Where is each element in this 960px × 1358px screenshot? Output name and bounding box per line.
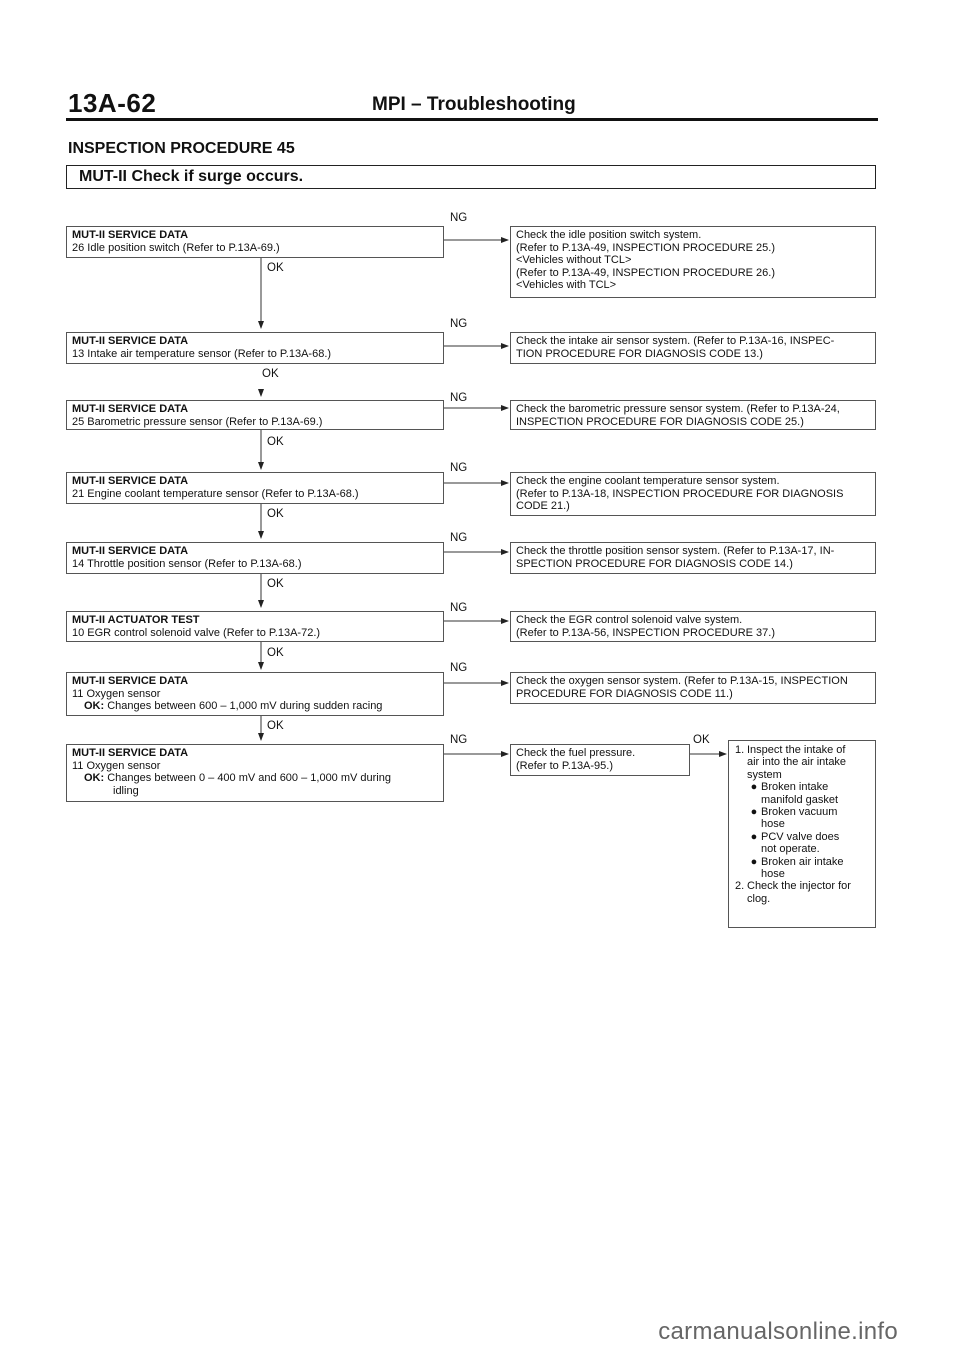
- step-5-ng-label: NG: [450, 532, 468, 544]
- step-1-line: 26 Idle position switch (Refer to P.13A-69.): [72, 241, 280, 254]
- remedy-line: (Refer to P.13A-49, INSPECTION PROCEDURE 26.): [516, 266, 775, 279]
- bullet-line: PCV valve does: [761, 830, 840, 843]
- step-1-remedy: [510, 226, 876, 298]
- step-8-box: [66, 744, 444, 802]
- step-6-title: MUT-II ACTUATOR TEST: [72, 614, 200, 626]
- remedy-line: Check the EGR control solenoid valve system.: [516, 614, 743, 626]
- fuel-pressure-box: [510, 744, 690, 776]
- fuel-ok-label: OK: [693, 734, 710, 746]
- remedy-line: Check the engine coolant temperature sensor system.: [516, 475, 780, 487]
- ok-key: OK:: [84, 772, 105, 784]
- final-action-box: [728, 740, 876, 928]
- step-2-remedy: [510, 332, 876, 364]
- step-4-ok-label: OK: [267, 508, 284, 520]
- step-6-remedy: [510, 611, 876, 642]
- item-1-number: 1.: [735, 744, 745, 756]
- step-2-line: 13 Intake air temperature sensor (Refer to P.13A-68.): [72, 347, 332, 360]
- bullet-icon: ●: [750, 806, 758, 819]
- step-1-box: [66, 226, 444, 258]
- remedy-line: PROCEDURE FOR DIAGNOSIS CODE 11.): [516, 687, 733, 700]
- step-3-title: MUT-II SERVICE DATA: [72, 403, 189, 415]
- page-number: 13A-62: [68, 88, 157, 118]
- step-7-title: MUT-II SERVICE DATA: [72, 675, 189, 687]
- bullet-item: [735, 781, 871, 806]
- remedy-line: (Refer to P.13A-18, INSPECTION PROCEDURE FOR DIAGNOSIS: [516, 487, 844, 500]
- step-3-remedy: [510, 400, 876, 430]
- step-2-ng-label: NG: [450, 318, 468, 330]
- step-8-line: 11 Oxygen sensor: [72, 759, 161, 772]
- step-5-box: [66, 542, 444, 574]
- check-title: MUT-II Check if surge occurs.: [79, 168, 304, 185]
- remedy-line: (Refer to P.13A-56, INSPECTION PROCEDURE 37.): [516, 626, 775, 639]
- remedy-line: CODE 21.): [516, 500, 570, 512]
- step-4-line: 21 Engine coolant temperature sensor (Refer to P.13A-68.): [72, 487, 359, 500]
- bullet-item: [735, 831, 871, 856]
- ok-text-continued: idling: [113, 784, 139, 797]
- bullet-line: Broken air intake: [761, 855, 844, 868]
- bullet-line: not operate.: [761, 843, 820, 856]
- step-7-ng-label: NG: [450, 662, 468, 674]
- item-1: [735, 744, 871, 781]
- remedy-line: Check the throttle position sensor system. (Refer to P.13A-17, IN-: [516, 545, 835, 557]
- remedy-line: <Vehicles without TCL>: [516, 254, 632, 266]
- item-2-line: clog.: [747, 892, 771, 905]
- bullet-line: Broken intake: [761, 781, 829, 794]
- ok-key: OK:: [84, 700, 105, 712]
- step-8-title: MUT-II SERVICE DATA: [72, 747, 189, 759]
- step-1-ok-label: OK: [267, 262, 284, 274]
- step-5-ok-label: OK: [267, 578, 284, 590]
- step-6-ok-label: OK: [267, 647, 284, 659]
- step-2-title: MUT-II SERVICE DATA: [72, 335, 189, 347]
- bullet-icon: ●: [750, 781, 758, 794]
- step-7-line: 11 Oxygen sensor: [72, 687, 161, 700]
- remedy-line: TION PROCEDURE FOR DIAGNOSIS CODE 13.): [516, 347, 763, 360]
- step-7-box: [66, 672, 444, 716]
- step-5-remedy: [510, 542, 876, 574]
- remedy-line: Check the oxygen sensor system. (Refer to P.13A-15, INSPECTION: [516, 675, 848, 687]
- step-3-line: 25 Barometric pressure sensor (Refer to P.13A-69.): [72, 415, 323, 428]
- step-4-remedy: [510, 472, 876, 516]
- watermark: carmanualsonline.info: [658, 1318, 898, 1345]
- bullet-line: manifold gasket: [761, 793, 839, 806]
- bullet-item: [735, 806, 871, 831]
- item-2-number: 2.: [735, 880, 745, 893]
- step-3-ng-label: NG: [450, 392, 468, 404]
- remedy-line: (Refer to P.13A-95.): [516, 759, 614, 772]
- remedy-line: Check the idle position switch system.: [516, 229, 702, 241]
- step-6-box: [66, 611, 444, 642]
- item-1-line: air into the air intake: [747, 756, 847, 769]
- item-2-line: Check the injector for: [747, 880, 851, 893]
- step-6-ng-label: NG: [450, 602, 468, 614]
- bullet-icon: ●: [750, 830, 758, 843]
- ok-text: Changes between 600 – 1,000 mV during sudden racing: [107, 700, 383, 712]
- step-4-ng-label: NG: [450, 462, 468, 474]
- remedy-line: Check the intake air sensor system. (Refer to P.13A-16, INSPEC-: [516, 335, 835, 347]
- step-5-line: 14 Throttle position sensor (Refer to P.13A-68.): [72, 557, 302, 570]
- item-1-line: Inspect the intake of: [747, 744, 846, 756]
- step-4-box: [66, 472, 444, 504]
- step-1-ng-label: NG: [450, 212, 468, 224]
- step-8-ng-label: NG: [450, 734, 468, 746]
- remedy-line: <Vehicles with TCL>: [516, 279, 617, 291]
- item-2: [735, 880, 871, 905]
- bullet-line: Broken vacuum: [761, 806, 838, 819]
- bullet-item: [735, 856, 871, 881]
- step-1-title: MUT-II SERVICE DATA: [72, 229, 189, 241]
- item-1-line: system: [747, 768, 782, 781]
- step-3-box: [66, 400, 444, 430]
- step-7-ok-label: OK: [267, 720, 284, 732]
- step-3-ok-label: OK: [267, 436, 284, 448]
- step-7-ok-criteria: [72, 700, 438, 713]
- procedure-title: INSPECTION PROCEDURE 45: [68, 140, 295, 157]
- bullet-line: hose: [761, 818, 785, 831]
- remedy-line: Check the barometric pressure sensor system. (Refer to P.13A-24,: [516, 403, 840, 415]
- bullet-icon: ●: [750, 855, 758, 868]
- item-1-text: [747, 744, 846, 781]
- remedy-line: (Refer to P.13A-49, INSPECTION PROCEDURE 25.): [516, 241, 775, 254]
- step-6-line: 10 EGR control solenoid valve (Refer to P.13A-72.): [72, 626, 321, 639]
- step-8-ok-criteria: [72, 772, 438, 785]
- bullet-line: hose: [761, 868, 785, 881]
- ok-text: Changes between 0 – 400 mV and 600 – 1,000 mV during: [107, 772, 391, 784]
- remedy-line: Check the fuel pressure.: [516, 747, 636, 759]
- step-2-ok-label: OK: [262, 368, 279, 380]
- step-4-title: MUT-II SERVICE DATA: [72, 475, 189, 487]
- page-header-title: MPI – Troubleshooting: [372, 94, 576, 115]
- remedy-line: SPECTION PROCEDURE FOR DIAGNOSIS CODE 14.): [516, 557, 793, 570]
- step-7-remedy: [510, 672, 876, 704]
- step-2-box: [66, 332, 444, 364]
- remedy-line: INSPECTION PROCEDURE FOR DIAGNOSIS CODE 25.): [516, 415, 804, 428]
- step-5-title: MUT-II SERVICE DATA: [72, 545, 189, 557]
